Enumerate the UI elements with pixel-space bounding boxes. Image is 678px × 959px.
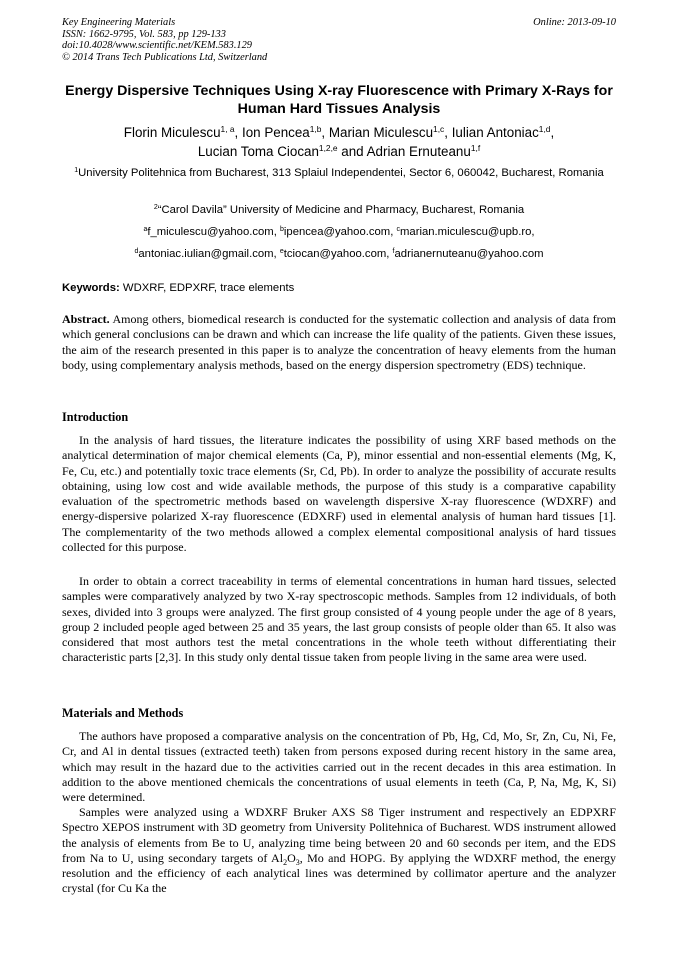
author: Lucian Toma Ciocan$^{1,2,e}$ and	[197, 143, 367, 159]
email[interactable]: $^a$f_miculescu@yahoo.com	[143, 226, 274, 238]
paper-title: Energy Dispersive Techniques Using X-ray Fluorescence with Primary X-Rays for Human Hard Tissues Analysis	[65, 83, 613, 117]
affiliation-2: $^2$“Carol Davila” University of Medicine and Pharmacy, Bucharest, Romania	[153, 204, 525, 216]
journal-copyright: © 2014 Trans Tech Publications Ltd, Switzerland	[62, 51, 268, 63]
journal-doi: doi:10.4028/www.scientific.net/KEM.583.129	[62, 40, 252, 52]
email[interactable]: $^b$ipencea@yahoo.com	[280, 226, 391, 238]
intro-paragraph-1: In the analysis of hard tissues, the literature indicates the possibility of using XRF based methods on the analytical determination of major chemical elements (Ca, P), minor essential and non-essential elements (Mg, K, Fe, Cu, etc.) and potentially toxic trace elements (Sr, Cd, Pb). In order to analyze the possibility of accurate results obtaining, using low cost and wide available methods, the purpose of this study is a comparative capability evaluation of the spectrometric methods based on wavelength dispersive X-ray fluorescence (WDXRF) and energy-dispersive polarized X-ray fluorescence (EDXRF) used in elemental analysis of human hard tissues [1]. The complementarity of the two methods allowed a complex elemental compositional analysis of hard tissues collected for this purpose.	[62, 433, 616, 554]
intro-paragraph-2: In order to obtain a correct traceability in terms of elemental concentrations in human hard tissues, selected samples were comparatively analyzed by two X-ray spectroscopic methods. Samples from 12 individuals, of both sexes, divided into 3 groups were analyzed. The first group consisted of 4 young people under the age of 8 years, group 2 included people aged between 25 and 35 years, the last group consists of people older than 65. It also was considered that most authors test the metal concentrations in the whole teeth without differentiating their characteristic parts [2,3]. In this study only dental tissue taken from people living in the same area were used.	[62, 574, 616, 665]
abstract-label: Abstract.	[62, 312, 110, 326]
journal-issn: ISSN: 1662-9795, Vol. 583, pp 129-133	[62, 28, 226, 40]
keywords-label: Keywords:	[62, 282, 120, 294]
section-heading-methods: Materials and Methods	[62, 706, 184, 720]
email[interactable]: $^f$adrianernuteanu@yahoo.com	[392, 248, 544, 260]
author-list	[62, 123, 616, 161]
email[interactable]: $^c$marian.miculescu@upb.ro	[396, 226, 532, 238]
methods-paragraph-2: Samples were analyzed using a WDXRF Bruker AXS S8 Tiger instrument and respectively an EDPXRF Spectro XEPOS instrument with 3D geometry from University Politehnica of Bucharest. WDS instrument allowed the analysis of elements from Be to U, analyzing time being between 20 and 60 seconds per item, and the EDS from Na to U, using secondary targets of $Al_2O_3$, Mo and HOPG. By applying the WDXRF method, the energy resolution and the efficiency of each analytical lines was determined by collimator aperture and the analyzer crystal (for Cu Ka the	[62, 805, 616, 896]
affiliation-1: $^1$University Politehnica from Bucharest, 313 Splaiul Independentei, Sector 6, 060042, Bucharest, Romania	[74, 167, 604, 179]
journal-name: Key Engineering Materials	[62, 17, 176, 28]
keywords	[62, 281, 616, 295]
email-line-1: $^a$f_miculescu@yahoo.com, $^b$ipencea@yahoo.com, $^c$marian.miculescu@upb.ro,	[143, 226, 535, 238]
author: Iulian Antoniac$^{1,d}$,	[451, 124, 555, 140]
keywords-text: WDXRF, EDPXRF, trace elements	[119, 282, 295, 294]
author: Ion Pencea$^{1,b}$,	[241, 124, 329, 140]
email[interactable]: $^e$tciocan@yahoo.com	[279, 248, 387, 260]
online-date: Online: 2013-09-10	[533, 17, 616, 28]
abstract	[62, 312, 616, 373]
section-heading-introduction: Introduction	[62, 410, 129, 424]
journal-header	[62, 17, 616, 63]
author: Adrian Ernuteanu$^{1,f}$	[366, 143, 481, 159]
methods-paragraph-1: The authors have proposed a comparative analysis on the concentration of Pb, Hg, Cd, Mo, Sr, Zn, Cu, Ni, Fe, Cr, and Al in dental tissues (extracted teeth) taken from persons exposed during recent history in the same area, which may result in the hazard due to the activities carried out in the recent decades in this area estimation. In addition to the above mentioned chemicals the concentrations of usual elements in teeth (Ca, P, Na, Mg, K, Si) were determined.	[62, 729, 616, 804]
email[interactable]: $^d$antoniac.iulian@gmail.com	[134, 248, 274, 260]
email-line-2: $^d$antoniac.iulian@gmail.com, $^e$tciocan@yahoo.com, $^f$adrianernuteanu@yahoo.com	[134, 248, 544, 260]
author: Marian Miculescu$^{1,c}$,	[328, 124, 452, 140]
abstract-text: Among others, biomedical research is conducted for the systematic collection and analysis of data from which general conclusions can be drawn and which can increase the life quality of the patients. Given these issues, the aim of the research presented in this paper is to analyze the concentration of heavy elements from the human body, using complementary analysis methods, based on the energy dispersion spectrometry (EDS) technique.	[62, 312, 616, 372]
author: Florin Miculescu$^{1, a}$,	[123, 124, 242, 140]
